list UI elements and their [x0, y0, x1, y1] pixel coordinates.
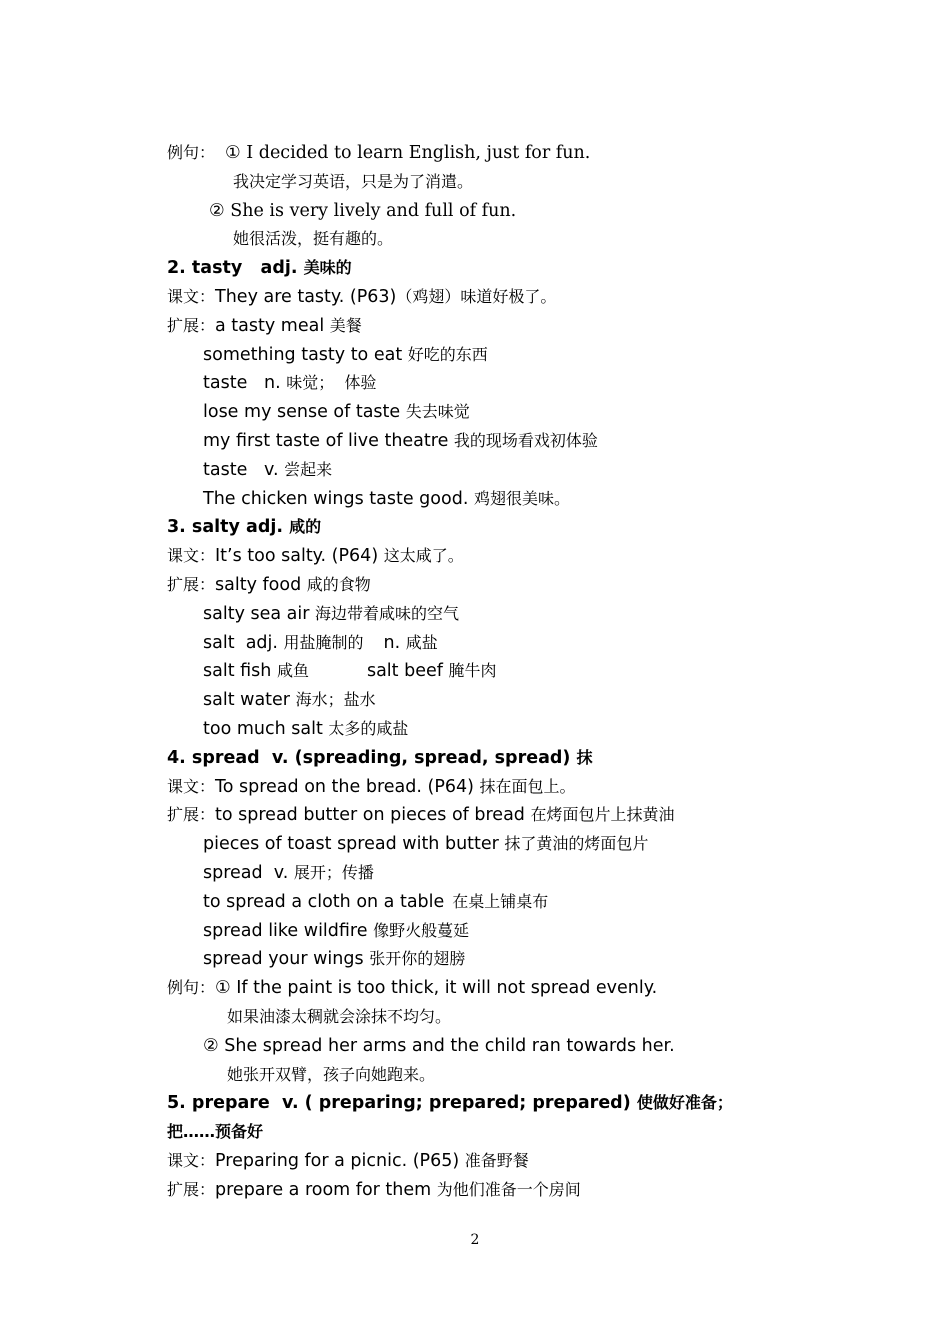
word-heading-spread — [167, 744, 787, 773]
translation-text: 她张开双臂，孩子向她跑来。 — [227, 1064, 436, 1084]
phrase-en: my first taste of live theatre — [203, 430, 449, 451]
phrase-en: pieces of toast spread with butter — [203, 834, 499, 855]
phrase-line — [167, 600, 787, 629]
example-sentence: ② She spread her arms and the child ran towards her. — [203, 1035, 675, 1056]
textbook-line — [167, 542, 787, 571]
phrase-cn: 咸的食物 — [306, 574, 371, 594]
phrase-cn: 失去味觉 — [405, 402, 470, 422]
heading-word: 5. prepare v. ( preparing; prepared; prepared) — [167, 1093, 631, 1114]
phrase-en: taste n. — [203, 373, 281, 394]
extension-label: 扩展： — [167, 315, 216, 335]
phrase-line — [167, 427, 787, 456]
heading-word: 2. tasty adj. — [167, 258, 298, 279]
phrase-cn: 展开；传播 — [293, 862, 374, 882]
phrase-cn: 张开你的翅膀 — [369, 949, 466, 969]
phrase-line — [167, 456, 787, 485]
phrase-en: salt beef — [366, 661, 443, 682]
heading-word: 4. spread v. (spreading, spread, spread) — [167, 747, 571, 768]
phrase-cn: 鸡翅很美味。 — [473, 488, 570, 508]
textbook-label: 课文： — [167, 546, 216, 566]
heading-meaning: 美味的 — [303, 258, 352, 278]
phrase-cn: 咸盐 — [405, 632, 438, 652]
heading-meaning: 抹 — [576, 747, 593, 767]
phrase-en: The chicken wings taste good. — [203, 488, 469, 509]
example-sentence: ① I decided to learn English, just for fun. — [225, 143, 591, 163]
extension-label: 扩展： — [167, 1179, 216, 1199]
extension-label: 扩展： — [167, 574, 216, 594]
phrase-cn: 味觉； 体验 — [286, 373, 377, 393]
phrase-cn: 在桌上铺桌布 — [452, 891, 549, 911]
example-line — [167, 139, 787, 168]
translation-text: 我决定学习英语，只是为了消遣。 — [233, 171, 474, 191]
heading-meaning: 咸的 — [289, 517, 322, 537]
example-line — [167, 197, 787, 226]
phrase-line — [167, 341, 787, 370]
textbook-sentence: To spread on the bread. (P64) — [215, 776, 474, 797]
phrase-line — [167, 888, 787, 917]
extension-label: 扩展： — [167, 805, 216, 825]
phrase-cn: 太多的咸盐 — [328, 718, 409, 738]
word-heading-salty — [167, 513, 787, 542]
phrase-line — [167, 686, 787, 715]
heading-meaning: 使做好准备； — [636, 1093, 733, 1113]
textbook-translation: （鸡翅）味道好极了。 — [396, 286, 557, 306]
phrase-line — [167, 369, 787, 398]
phrase-line — [167, 657, 787, 686]
phrase-cn: 美餐 — [329, 315, 362, 335]
phrase-cn: 我的现场看戏初体验 — [453, 430, 598, 450]
phrase-en: salt water — [203, 690, 290, 711]
textbook-line — [167, 283, 787, 312]
textbook-label: 课文： — [167, 1150, 216, 1170]
phrase-cn: 尝起来 — [284, 459, 333, 479]
translation-line — [167, 225, 787, 254]
textbook-line — [167, 1147, 787, 1176]
phrase-cn: 用盐腌制的 — [283, 632, 364, 652]
textbook-translation: 准备野餐 — [464, 1150, 529, 1170]
phrase-en: n. — [383, 632, 401, 653]
translation-line — [167, 168, 787, 197]
word-heading-tasty — [167, 254, 787, 283]
example-label: 例句： — [167, 143, 216, 162]
translation-text: 她很活泼，挺有趣的。 — [233, 229, 394, 249]
phrase-cn: 海水；盐水 — [295, 690, 376, 710]
translation-line — [167, 1003, 787, 1032]
phrase-en: spread your wings — [203, 949, 364, 970]
page-number: 2 — [470, 1232, 480, 1248]
phrase-en: to spread a cloth on a table — [203, 891, 445, 912]
word-heading-continuation — [167, 1118, 787, 1147]
phrase-line — [167, 485, 787, 514]
phrase-line — [167, 859, 787, 888]
phrase-en: to spread butter on pieces of bread — [215, 805, 525, 826]
phrase-en: something tasty to eat — [203, 344, 403, 365]
translation-line — [167, 1061, 787, 1090]
translation-text: 如果油漆太稠就会涂抹不均匀。 — [227, 1006, 452, 1026]
textbook-sentence: It’s too salty. (P64) — [215, 546, 379, 567]
phrase-line — [167, 629, 787, 658]
example-sentence: ① If the paint is too thick, it will not spread evenly. — [215, 978, 658, 999]
extension-line — [167, 801, 787, 830]
phrase-cn: 腌牛肉 — [448, 661, 497, 681]
textbook-translation: 抹在面包上。 — [479, 776, 576, 796]
phrase-en: lose my sense of taste — [203, 402, 401, 423]
phrase-en: spread like wildfire — [203, 920, 368, 941]
phrase-en: salt fish — [203, 661, 272, 682]
phrase-line — [167, 830, 787, 859]
heading-word: 3. salty adj. — [167, 517, 283, 538]
phrase-cn: 咸鱼 — [276, 661, 309, 681]
phrase-en: taste v. — [203, 459, 279, 480]
phrase-cn: 像野火般蔓延 — [373, 920, 470, 940]
heading-meaning-continued: 把……预备好 — [167, 1122, 264, 1142]
vocabulary-notes — [167, 139, 787, 1204]
extension-line — [167, 312, 787, 341]
example-line — [167, 974, 787, 1003]
phrase-en: salty sea air — [203, 603, 310, 624]
textbook-sentence: Preparing for a picnic. (P65) — [215, 1150, 460, 1171]
phrase-en: a tasty meal — [215, 315, 325, 336]
phrase-cn: 好吃的东西 — [407, 344, 488, 364]
phrase-line — [167, 715, 787, 744]
word-heading-prepare — [167, 1089, 787, 1118]
phrase-en: too much salt — [203, 718, 323, 739]
phrase-line — [167, 917, 787, 946]
example-line — [167, 1032, 787, 1061]
phrase-line — [167, 945, 787, 974]
textbook-sentence: They are tasty. (P63) — [215, 286, 397, 307]
phrase-en: salt adj. — [203, 632, 278, 653]
textbook-line — [167, 773, 787, 802]
example-sentence: ② She is very lively and full of fun. — [209, 200, 517, 221]
textbook-translation: 这太咸了。 — [383, 546, 464, 566]
phrase-cn: 海边带着咸味的空气 — [315, 603, 460, 623]
textbook-label: 课文： — [167, 286, 216, 306]
phrase-cn: 为他们准备一个房间 — [436, 1179, 581, 1199]
phrase-line — [167, 398, 787, 427]
extension-line — [167, 1176, 787, 1205]
example-label: 例句： — [167, 978, 216, 998]
phrase-cn: 在烤面包片上抹黄油 — [530, 805, 675, 825]
phrase-en: prepare a room for them — [215, 1179, 432, 1200]
phrase-en: spread v. — [203, 862, 289, 883]
extension-line — [167, 571, 787, 600]
textbook-label: 课文： — [167, 776, 216, 796]
phrase-cn: 抹了黄油的烤面包片 — [504, 834, 649, 854]
phrase-en: salty food — [215, 574, 302, 595]
